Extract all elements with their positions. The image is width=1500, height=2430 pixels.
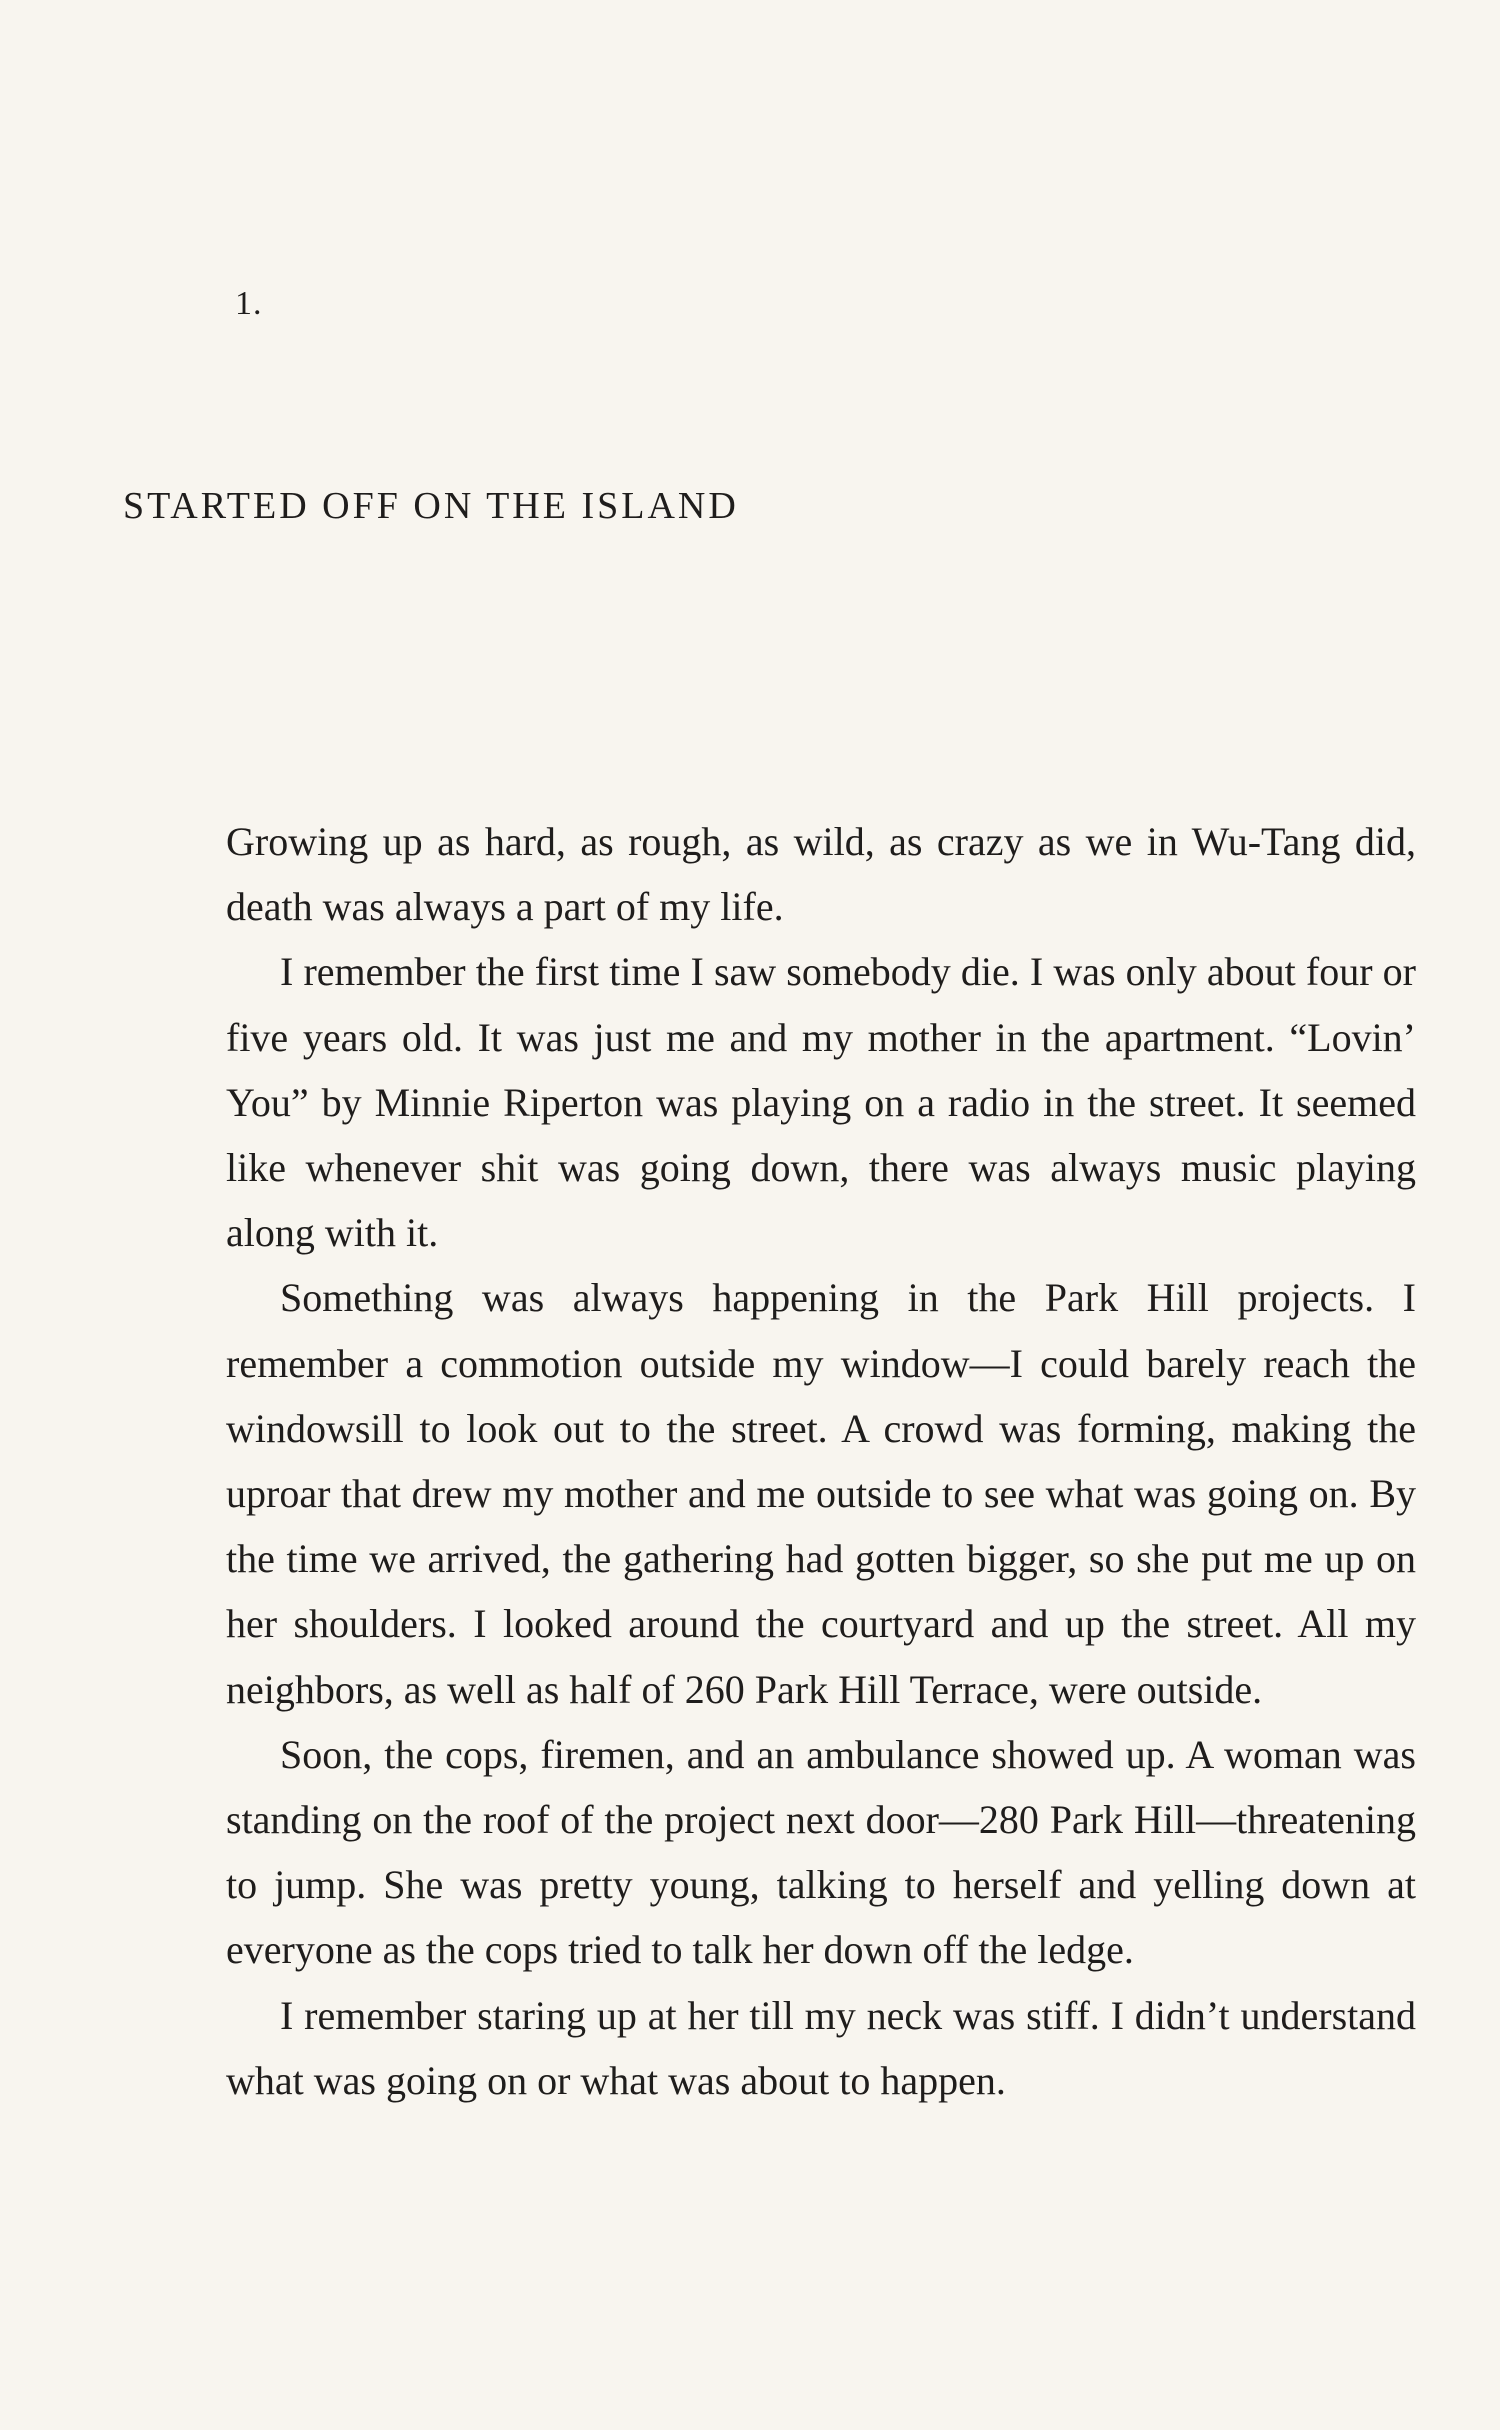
chapter-title: STARTED OFF ON THE ISLAND xyxy=(123,485,739,527)
paragraph: Soon, the cops, firemen, and an ambulance showed up. A woman was standing on the roof of the project next door—280 Park Hill—threatening to jump. She was pretty young, talking to herself and yelling down at everyone as the cops tried to talk her down off the ledge. xyxy=(226,1731,1416,1973)
paragraph: Something was always happening in the Park Hill projects. I remember a commotion outside my window—I could barely reach the windowsill to look out to the street. A crowd was forming, making the uproar that drew my mother and me outside to see what was going on. By the time we arrived, the gathering had gotten bigger, so she put me up on her shoulders. I looked around the courtyard and up the street. All my neighbors, as well as half of 260 Park Hill Terrace, were outside. xyxy=(226,1275,1416,1712)
chapter-body xyxy=(226,809,1416,2113)
paragraph: Growing up as hard, as rough, as wild, as crazy as we in Wu-Tang did, death was always a part of my life. xyxy=(226,819,1416,930)
chapter-number: 1. xyxy=(235,285,263,322)
paragraph: I remember the first time I saw somebody die. I was only about four or five years old. It was just me and my mother in the apartment. “Lovin’ You” by Minnie Riperton was playing on a radio in the street. It seemed like whenever shit was going down, there was always music playing along with it. xyxy=(226,949,1416,1256)
paragraph: I remember staring up at her till my neck was stiff. I didn’t understand what was going on or what was about to happen. xyxy=(226,1992,1416,2103)
